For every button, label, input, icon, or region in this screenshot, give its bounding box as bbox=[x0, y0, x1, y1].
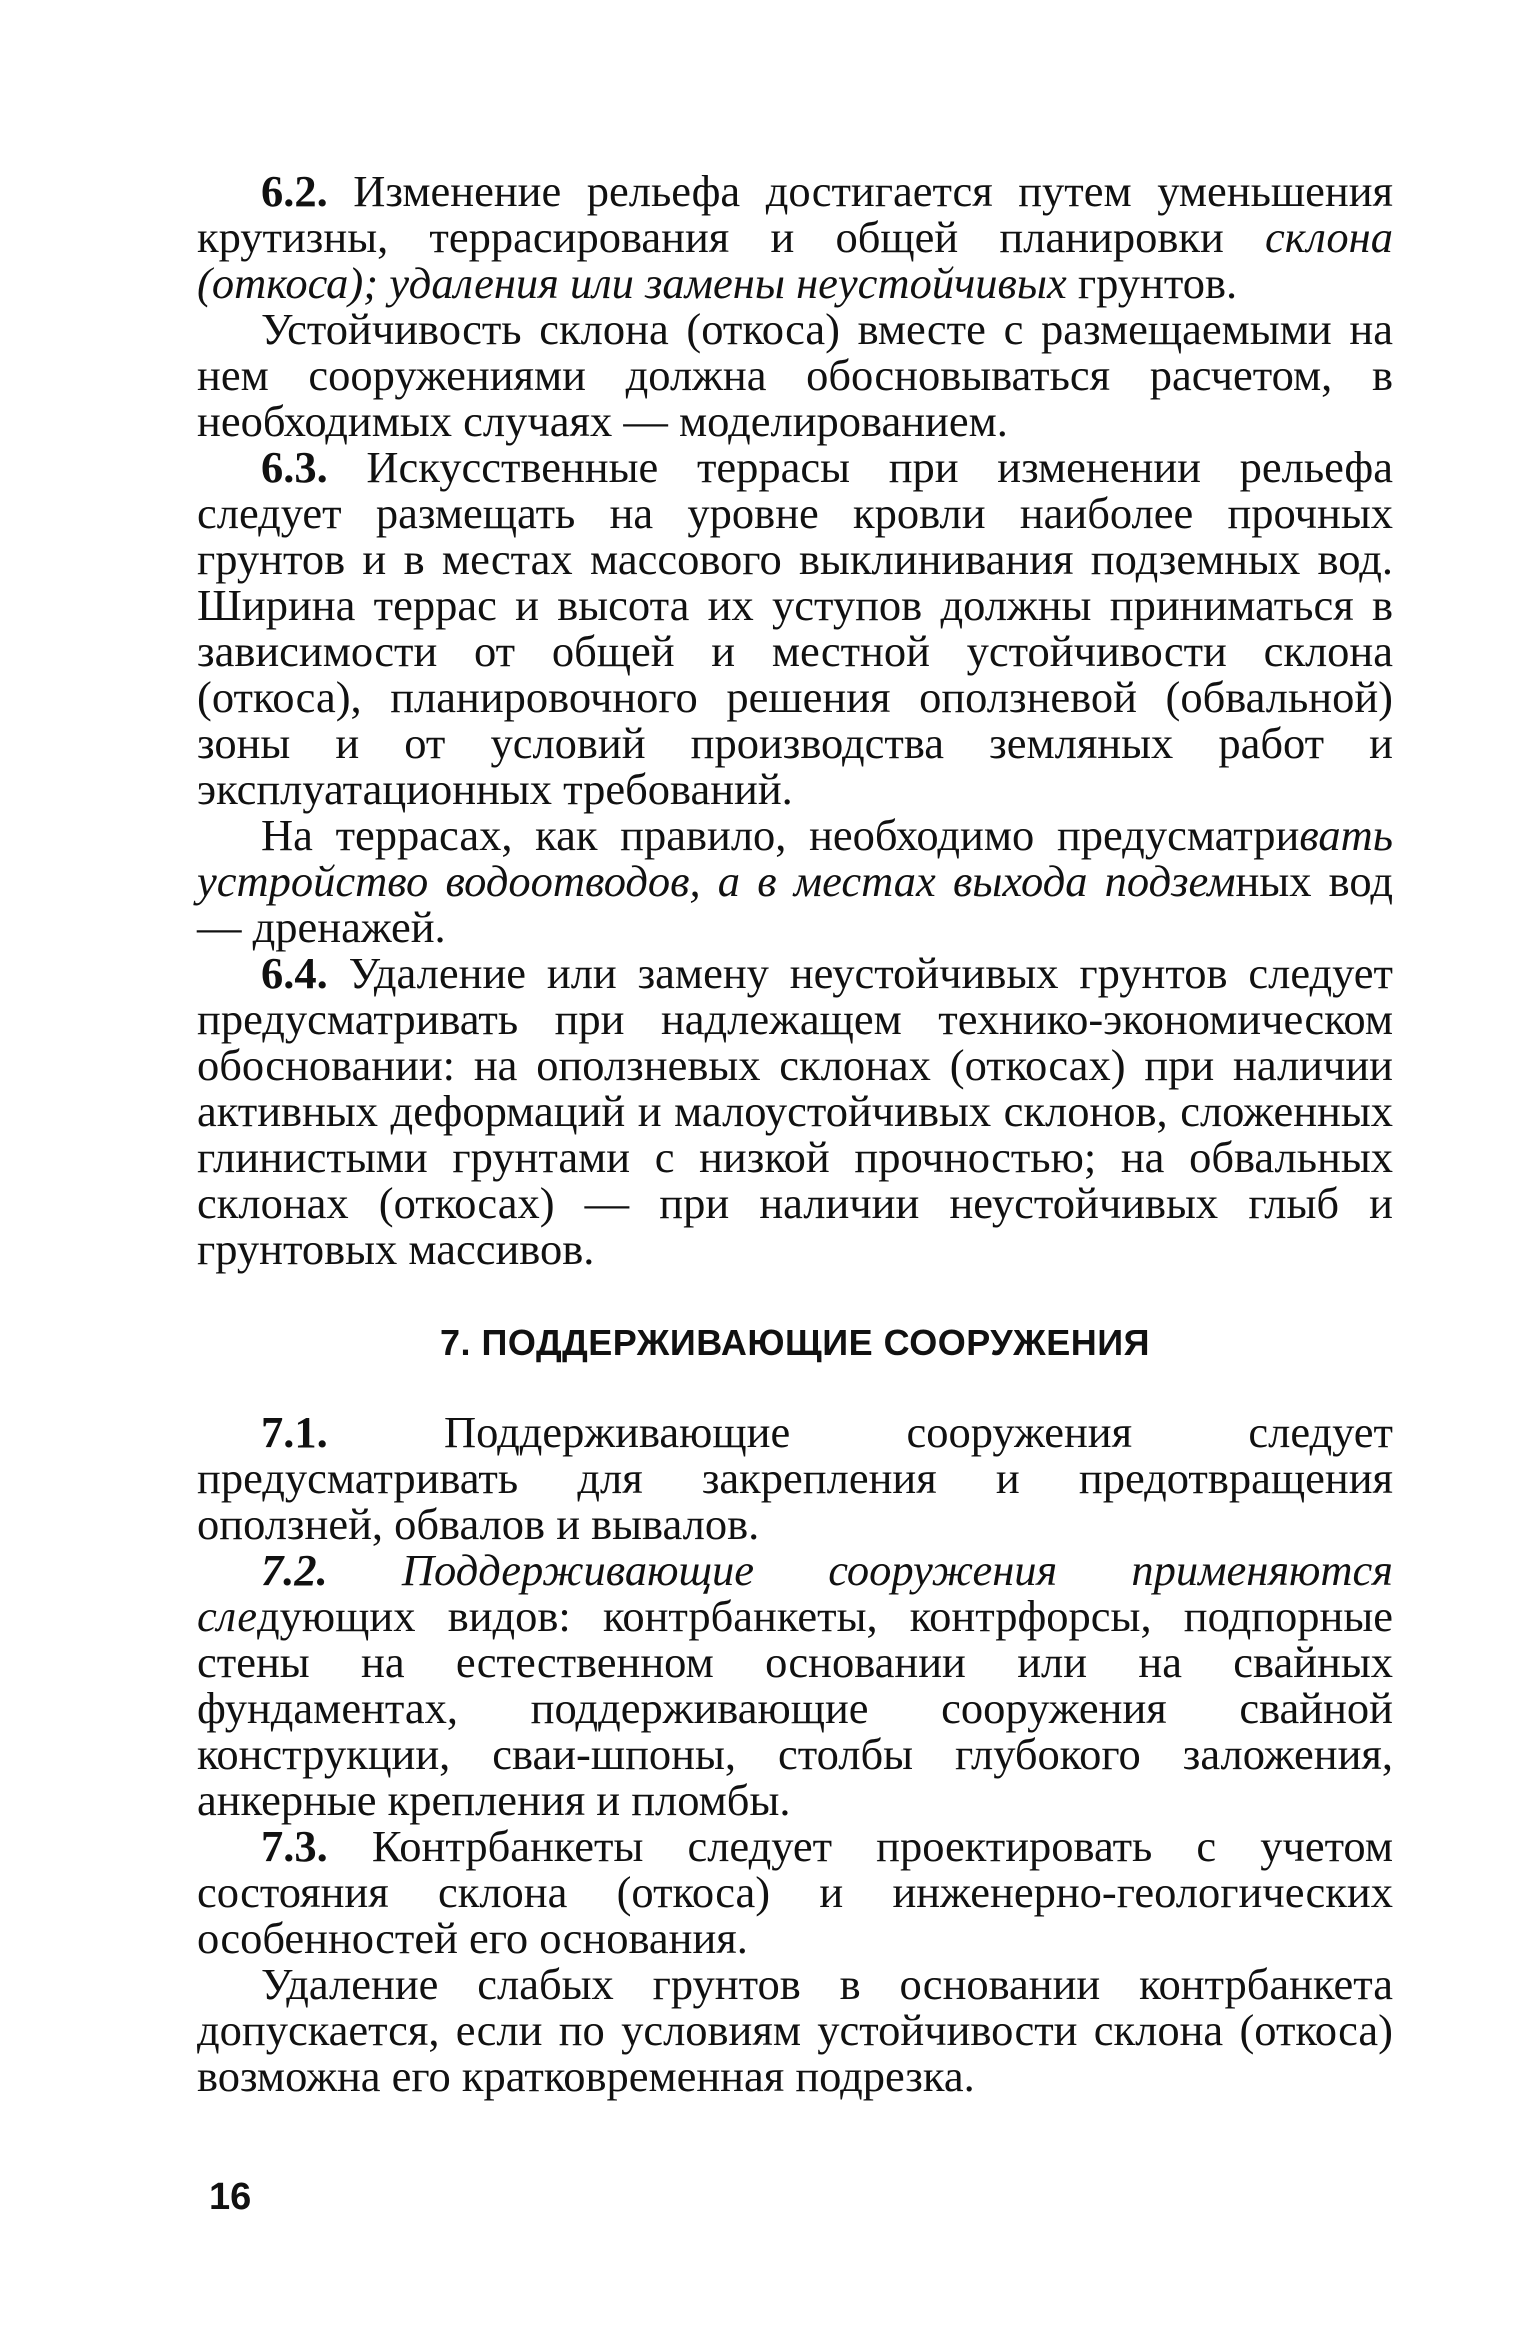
paragraph-6-3-continued bbox=[197, 812, 1393, 950]
paragraph-text: грунтов. bbox=[1066, 258, 1238, 308]
italic-text: Поддерживающие сооружения применяются сле bbox=[197, 1545, 1393, 1641]
section-heading: 7. ПОДДЕРЖИВАЮЩИЕ СООРУЖЕНИЯ bbox=[440, 1322, 1150, 1363]
paragraph-text: дующих видов: контрбанкеты, контрфорсы, подпорные стены на естественном основании или на свайных фундаментах, поддерживающие сооружения свайной конструкции, сваи-шпоны, столбы глубокого заложения, анкерные крепления и пломбы. bbox=[197, 1591, 1393, 1825]
paragraph-7-3 bbox=[197, 1823, 1393, 1961]
text-column bbox=[197, 168, 1393, 2099]
paragraph-text: Удаление или замену неустойчивых грунтов следует предусматривать при надлежащем технико-экономическом обосновании: на оползневых склонах (откосах) при наличии активных деформаций и малоустойчивых склонов, сложенных глинистыми грунтами с низкой прочностью; на обвальных склонах (откосах) — при наличии неустойчивых глыб и грунтовых массивов. bbox=[197, 948, 1393, 1274]
clause-number: 6.2. bbox=[261, 166, 328, 216]
paragraph-text: На террасах, как правило, необходимо предусматри bbox=[261, 810, 1300, 860]
italic-text: вать устройство водоотводов, а в местах выхода подзем bbox=[197, 810, 1393, 906]
paragraph-6-2 bbox=[197, 168, 1393, 306]
paragraph-7-1 bbox=[197, 1409, 1393, 1547]
page-number: 16 bbox=[209, 2176, 252, 2218]
italic-text: склона (откоса); удаления или замены неустойчивых bbox=[197, 212, 1393, 308]
paragraph-text: Поддерживающие сооружения следует предусматривать для закрепления и предотвращения оползней, обвалов и вывалов. bbox=[197, 1407, 1393, 1549]
paragraph-text: Искусственные террасы при изменении рельефа следует размещать на уровне кровли наиболее прочных грунтов и в местах массового выклинивания подземных вод. Ширина террас и высота их уступов должны приниматься в зависимости от общей и местной устойчивости склона (откоса), планировочного решения оползневой (обвальной) зоны и от условий производства земляных работ и эксплуатационных требований. bbox=[197, 442, 1393, 814]
paragraph-7-2 bbox=[197, 1547, 1393, 1823]
paragraph-6-4 bbox=[197, 950, 1393, 1272]
paragraph-text: Контрбанкеты следует проектировать с учетом состояния склона (откоса) и инженерно-геологических особенностей его основания. bbox=[197, 1821, 1393, 1963]
paragraph-6-3 bbox=[197, 444, 1393, 812]
clause-number: 6.4. bbox=[261, 948, 328, 998]
clause-number: 6.3. bbox=[261, 442, 328, 492]
paragraph-6-2-continued: Устойчивость склона (откоса) вместе с размещаемыми на нем сооружениями должна обосновываться расчетом, в необходимых случаях — моделированием. bbox=[197, 304, 1393, 446]
clause-number: 7.3. bbox=[261, 1821, 328, 1871]
clause-number: 7.1. bbox=[261, 1407, 328, 1457]
paragraph-7-3-continued: Удаление слабых грунтов в основании контрбанкета допускается, если по условиям устойчивости склона (откоса) возможна его кратковременная подрезка. bbox=[197, 1959, 1393, 2101]
clause-number: 7.2. bbox=[261, 1545, 328, 1595]
paragraph-text: Изменение рельефа достигается путем уменьшения крутизны, террасирования и общей планировки bbox=[197, 166, 1393, 262]
paragraph-text: ных вод — дренажей. bbox=[197, 856, 1393, 952]
